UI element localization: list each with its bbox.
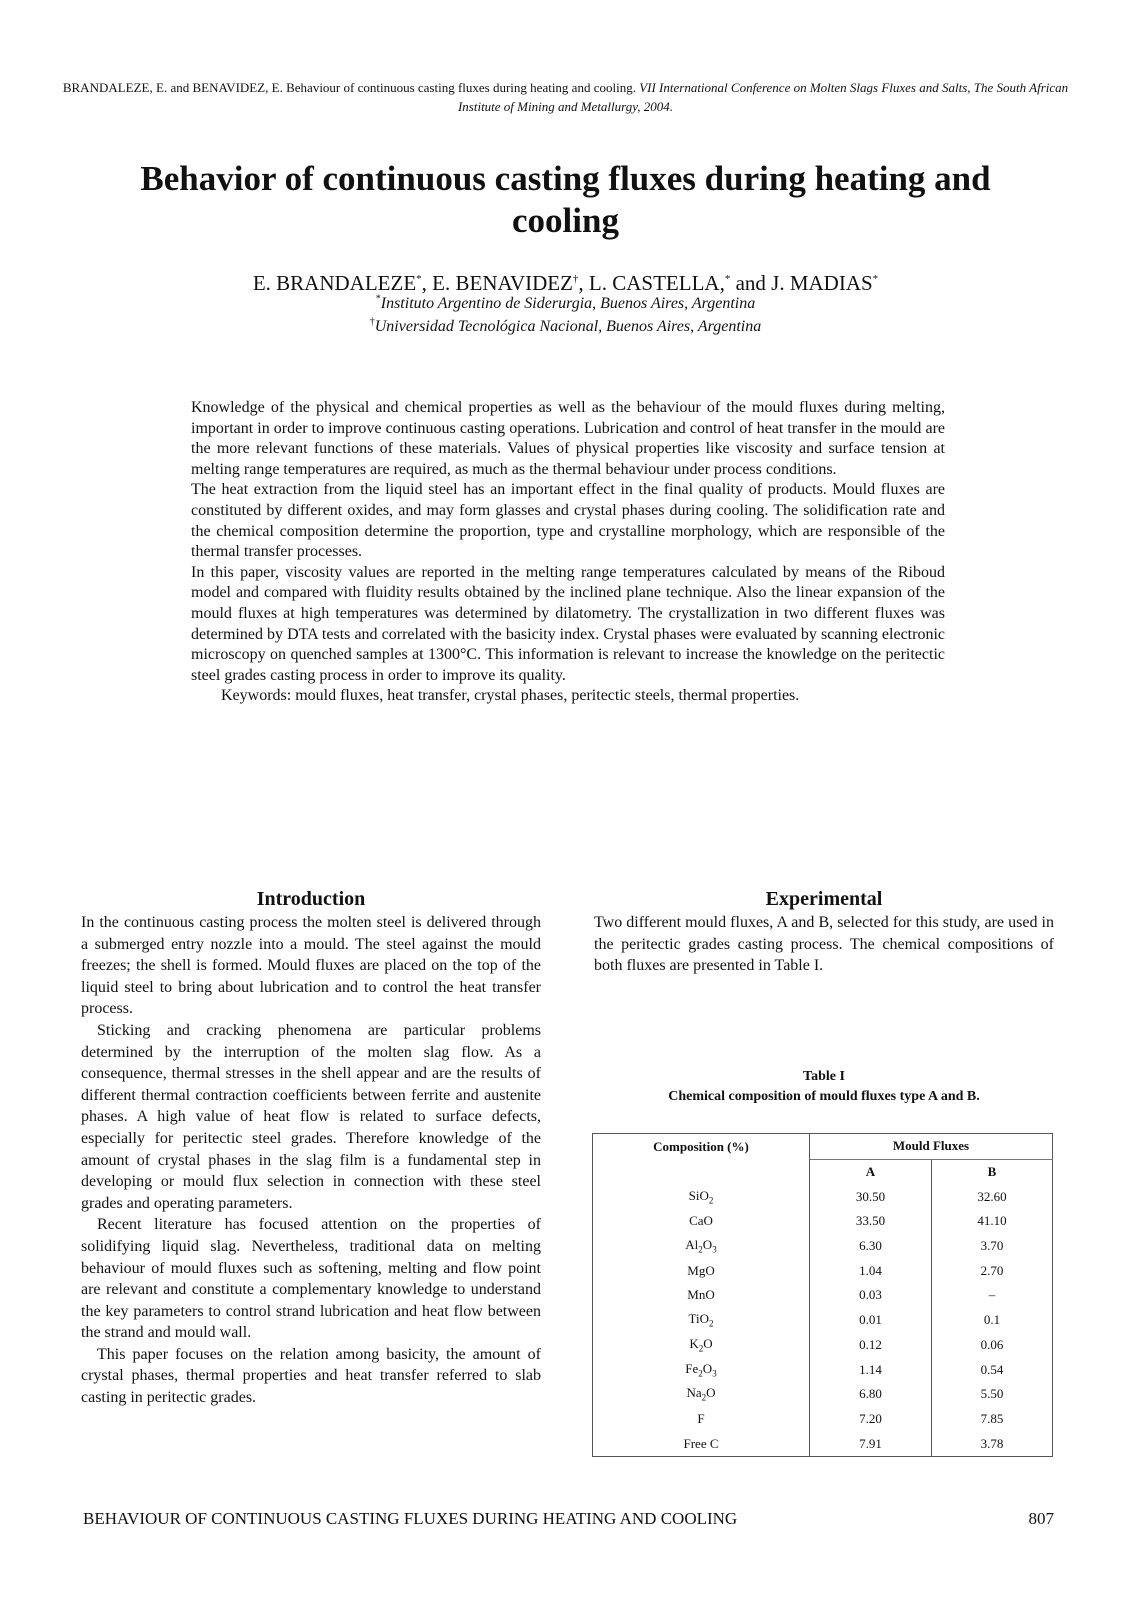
table-row <box>593 1382 1053 1407</box>
keywords: Keywords: mould fluxes, heat transfer, crystal phases, peritectic steels, thermal properties. <box>221 687 800 705</box>
value-b-cell: 5.50 <box>932 1382 1053 1407</box>
abstract-paragraph: The heat extraction from the liquid steel has an important effect in the final quality of products. Mould fluxes are constituted by different oxides, and may form glasses and crystal phases during cooling. The solidification rate and the chemical composition determine the proportion, type and crystalline morphology, which are responsible of the thermal transfer processes. <box>191 481 945 561</box>
citation-venue: VII International Conference on Molten Slags Fluxes and Salts, The South African Institute of Mining and Metallurgy, 2004. <box>457 80 1069 114</box>
value-b-cell: 0.54 <box>932 1357 1053 1382</box>
citation-authors: BRANDALEZE, E. and BENAVIDEZ, E. Behaviour of continuous casting fluxes during heating and cooling. <box>62 80 636 95</box>
compound-cell <box>593 1209 810 1234</box>
body-paragraph: This paper focuses on the relation among basicity, the amount of crystal phases, thermal properties and heat transfer referred to slab casting in peritectic grades. <box>81 1345 541 1407</box>
author-mark: * <box>416 273 422 285</box>
compound-cell <box>593 1431 810 1456</box>
table-header-b: B <box>932 1159 1053 1184</box>
section-heading-introduction: Introduction <box>256 888 366 910</box>
experimental-section <box>594 887 1054 977</box>
value-a-cell: 30.50 <box>810 1184 932 1209</box>
affiliation-mark: * <box>375 293 381 305</box>
value-b-cell: 2.70 <box>932 1258 1053 1283</box>
running-title: BEHAVIOUR OF CONTINUOUS CASTING FLUXES DURING HEATING AND COOLING <box>83 1509 738 1528</box>
author-mark: † <box>572 273 579 285</box>
value-b-cell: 3.70 <box>932 1234 1053 1259</box>
table-row <box>593 1431 1053 1456</box>
value-a-cell: 1.04 <box>810 1258 932 1283</box>
compound-name: Na <box>686 1385 702 1401</box>
affiliation-1 <box>100 293 1031 315</box>
table-row <box>593 1407 1053 1432</box>
value-b-cell: 41.10 <box>932 1209 1053 1234</box>
table-header-blank <box>593 1159 810 1184</box>
compound-cell <box>593 1357 810 1382</box>
compound-subscript: 2 <box>698 1343 704 1354</box>
value-b-cell: 0.1 <box>932 1308 1053 1333</box>
table-row <box>593 1209 1053 1234</box>
value-a-cell: 6.30 <box>810 1234 932 1259</box>
table-row <box>593 1234 1053 1259</box>
table-row <box>593 1333 1053 1358</box>
table-row <box>593 1258 1053 1283</box>
table-header-mould-fluxes: Mould Fluxes <box>810 1134 1053 1160</box>
value-b-cell: 32.60 <box>932 1184 1053 1209</box>
compound-name: K <box>689 1336 699 1352</box>
value-a-cell: 7.20 <box>810 1407 932 1432</box>
table-label: Table I <box>803 1069 845 1084</box>
author-name: , L. CASTELLA, <box>578 271 725 295</box>
value-a-cell: 0.03 <box>810 1283 932 1308</box>
body-paragraph: Recent literature has focused attention on the properties of solidifying liquid slag. Nevertheless, traditional data on melting behaviour of mould fluxes such as softening, melting and flow point are relevant and constitute a complementary knowledge to understand the key parameters to control strand lubrication and heat flow between the strand and mould wall. <box>81 1216 541 1342</box>
compound-name: Al <box>685 1237 699 1253</box>
value-b-cell: – <box>932 1283 1053 1308</box>
introduction-section <box>81 887 541 1409</box>
table-header-a: A <box>810 1159 932 1184</box>
value-b-cell: 3.78 <box>932 1431 1053 1456</box>
compound-cell <box>593 1258 810 1283</box>
table-body <box>593 1184 1053 1456</box>
value-a-cell: 0.01 <box>810 1308 932 1333</box>
value-a-cell: 0.12 <box>810 1333 932 1358</box>
body-paragraph: Two different mould fluxes, A and B, selected for this study, are used in the peritectic grades casting process. The chemical compositions of both fluxes are presented in Table I. <box>594 914 1054 975</box>
value-b-cell: 0.06 <box>932 1333 1053 1358</box>
author-mark: * <box>724 273 731 285</box>
compound-name-tail: O <box>703 1336 713 1352</box>
compound-subscript: 2 <box>708 1318 714 1329</box>
compound-subscript: 2 <box>701 1393 707 1404</box>
compound-subscript: 2 <box>698 1368 703 1379</box>
compound-name: SiO <box>688 1187 709 1203</box>
table-caption <box>594 1067 1054 1107</box>
compound-subscript: 3 <box>712 1244 717 1255</box>
compound-subscript: 2 <box>708 1195 714 1206</box>
compound-name: F <box>697 1410 705 1426</box>
compound-name: Fe <box>685 1360 699 1376</box>
table-header-composition: Composition (%) <box>593 1134 810 1160</box>
compound-cell <box>593 1382 810 1407</box>
table-row <box>593 1308 1053 1333</box>
compound-name: Free C <box>683 1435 719 1451</box>
affiliation-text: Universidad Tecnológica Nacional, Buenos Aires, Argentina <box>374 318 762 335</box>
compound-cell <box>593 1308 810 1333</box>
compound-cell <box>593 1184 810 1209</box>
page-footer <box>83 1508 1054 1530</box>
affiliation-mark: † <box>369 316 375 328</box>
paper-title: Behavior of continuous casting fluxes during heating and cooling <box>140 159 991 240</box>
compound-cell <box>593 1333 810 1358</box>
compound-name: CaO <box>689 1213 713 1229</box>
author-name: E. BRANDALEZE <box>252 271 417 295</box>
composition-table <box>592 1133 1053 1457</box>
abstract-paragraph: Knowledge of the physical and chemical properties as well as the behaviour of the mould fluxes during melting, important in order to improve continuous casting operations. Lubrication and control of heat transfer in the mould are the more relevant functions of these materials. Values of physical properties like viscosity and surface tension at melting range temperatures are required, as much as the thermal behaviour under process conditions. <box>191 399 945 478</box>
value-a-cell: 7.91 <box>810 1431 932 1456</box>
body-paragraph: In the continuous casting process the molten steel is delivered through a submerged entry nozzle into a mould. The steel against the mould freezes; the shell is formed. Mould fluxes are placed on the top of the liquid steel to bring about lubrication and to control the heat transfer process. <box>81 914 541 1018</box>
author-mark: * <box>872 273 879 285</box>
table-row <box>593 1357 1053 1382</box>
table-row <box>593 1184 1053 1209</box>
compound-subscript: 3 <box>712 1368 717 1379</box>
value-a-cell: 6.80 <box>810 1382 932 1407</box>
table-title: Chemical composition of mould fluxes type A and B. <box>668 1089 980 1104</box>
compound-name: MnO <box>687 1287 715 1303</box>
compound-cell <box>593 1407 810 1432</box>
value-b-cell: 7.85 <box>932 1407 1053 1432</box>
citation-header <box>60 78 1071 116</box>
value-a-cell: 1.14 <box>810 1357 932 1382</box>
abstract-paragraph: In this paper, viscosity values are reported in the melting range temperatures calculated by means of the Riboud model and compared with fluidity results obtained by the inclined plane technique. Also the linear expansion of the mould fluxes at high temperatures was determined by dilatometry. The crystallization in two different fluxes was determined by DTA tests and correlated with the basicity index. Crystal phases were evaluated by scanning electronic microscopy on quenched samples at 1300°C. This information is relevant to increase the knowledge on the peritectic steel grades casting process in order to improve its quality. <box>191 563 945 684</box>
compound-cell <box>593 1283 810 1308</box>
compound-name: MgO <box>687 1262 715 1278</box>
author-name: and J. MADIAS <box>730 271 873 295</box>
value-a-cell: 33.50 <box>810 1209 932 1234</box>
compound-cell <box>593 1234 810 1259</box>
section-heading-experimental: Experimental <box>765 888 883 910</box>
compound-name: TiO <box>688 1311 709 1327</box>
compound-name-tail: O <box>702 1360 713 1376</box>
affiliation-text: Instituto Argentino de Siderurgia, Buenos Aires, Argentina <box>380 295 756 312</box>
page-number: 807 <box>1028 1509 1054 1528</box>
abstract <box>191 398 945 707</box>
affiliation-2 <box>100 316 1031 338</box>
table-row <box>593 1283 1053 1308</box>
compound-name-tail: O <box>702 1237 713 1253</box>
compound-subscript: 2 <box>698 1244 703 1255</box>
body-paragraph: Sticking and cracking phenomena are particular problems determined by the interruption of the molten slag flow. As a consequence, thermal stresses in the shell appear and are the results of different thermal contraction coefficients between ferrite and austenite phases. A high value of heat flow is related to surface defects, especially for peritectic steel grades. Therefore knowledge of the amount of crystal phases in the slag film is a fundamental step in developing or mould flux selection in connection with these steel grades and operating parameters. <box>81 1021 541 1212</box>
compound-name-tail: O <box>706 1385 716 1401</box>
author-name: , E. BENAVIDEZ <box>421 271 573 295</box>
